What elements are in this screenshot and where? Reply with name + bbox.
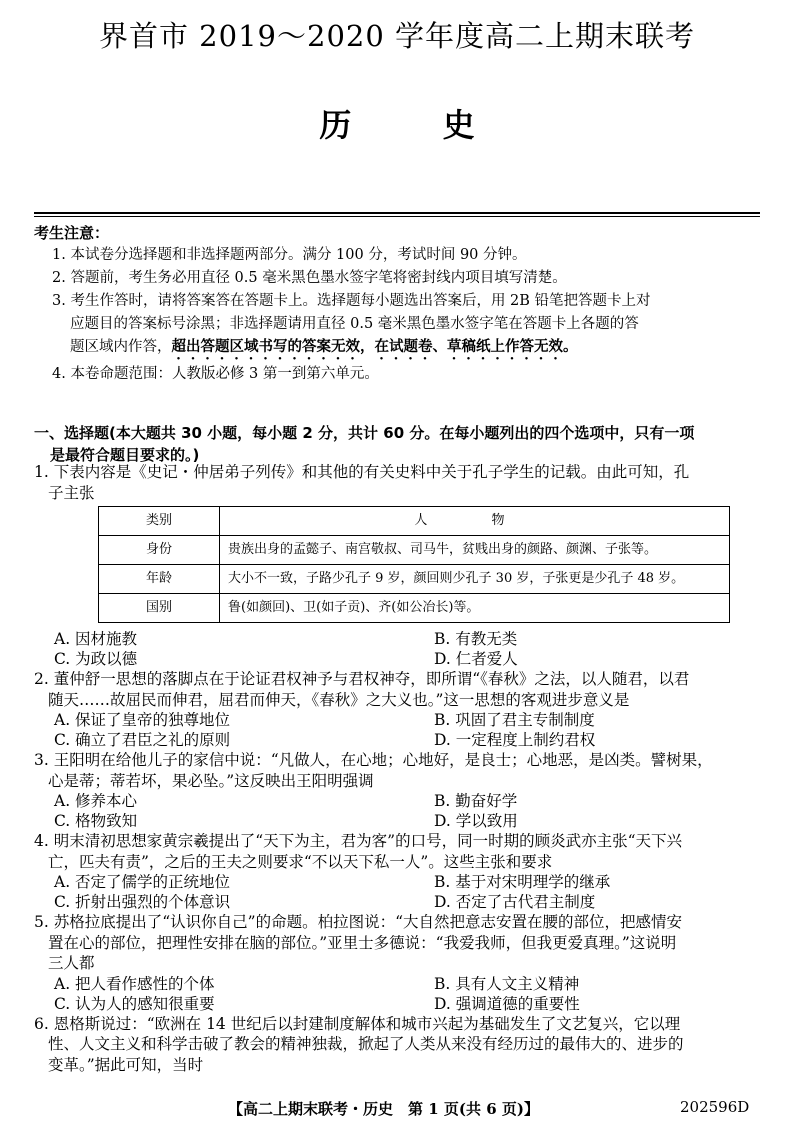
q3-stem-1: 3. 王阳明在给他儿子的家信中说：“凡做人，在心地；心地好，是良士；心地恶，是凶类。譬树果，	[34, 751, 713, 769]
notice-item-4: 4. 本卷命题范围：人教版必修 3 第一到第六单元。	[52, 366, 379, 382]
q3-option-c: C. 格物致知	[54, 812, 138, 830]
q2-option-b: B. 巩固了君主专制制度	[434, 711, 595, 729]
q1-options	[34, 629, 774, 669]
notice-block	[34, 222, 764, 386]
question-list	[34, 462, 774, 1075]
q4-stem-1: 4. 明末清初思想家黄宗羲提出了“天下为主，君为客”的口号，同一时期的顾炎武亦主张“天下兴	[34, 832, 682, 850]
section-heading	[34, 422, 774, 466]
section-line-2: 是最符合题目要求的。)	[50, 446, 200, 464]
q4-stem-2: 亡，匹夫有责”，之后的王夫之则要求“不以天下私一人”。这些主张和要求	[48, 852, 553, 871]
q1-table	[98, 506, 730, 623]
q5-options	[34, 974, 774, 1014]
notice-emphasis: 超出答题区域书写的答案无效，在试题卷、草稿纸上作答无效。	[171, 339, 578, 355]
q5-option-d: D. 强调道德的重要性	[434, 994, 580, 1013]
table-cell-key: 身份	[99, 536, 220, 565]
divider-thin	[34, 216, 760, 217]
q4-option-d: D. 否定了古代君主制度	[434, 893, 596, 911]
q5-stem-1: 5. 苏格拉底提出了“认识你自己”的命题。柏拉图说：“大自然把意志安置在腰的部位，把感情安	[34, 913, 682, 931]
table-head-left: 类别	[99, 507, 220, 536]
q5-option-b: B. 具有人文主义精神	[434, 974, 580, 993]
q2-stem-1: 2. 董仲舒一思想的落脚点在于论证君权神予与君权神夺，即所谓“《春秋》之法，以人随君，以君	[34, 670, 690, 688]
table-row	[99, 536, 730, 565]
q2-stem-2: 随天……故屈民而伸君，屈君而伸天，《春秋》之大义也。”这一思想的客观进步意义是	[48, 690, 630, 709]
subject-title: 历 史	[319, 106, 515, 144]
q6-stem-3: 变革。”据此可知，当时	[48, 1055, 204, 1074]
q3-option-b: B. 勤奋好学	[434, 792, 518, 810]
table-cell-value: 大小不一致，子路少孔子 9 岁，颜回则少孔子 30 岁，子张更是少孔子 48 岁。	[220, 565, 730, 594]
q5-stem-3: 三人都	[48, 954, 95, 972]
q2-option-a: A. 保证了皇帝的独尊地位	[54, 711, 231, 729]
q2-option-d: D. 一定程度上制约君权	[434, 731, 596, 749]
table-row	[99, 565, 730, 594]
q4-option-a: A. 否定了儒学的正统地位	[54, 873, 231, 891]
question-3	[34, 750, 774, 831]
table-cell-key: 年龄	[99, 565, 220, 594]
q1-option-b: B. 有教无类	[434, 630, 518, 648]
question-5	[34, 912, 774, 1014]
q2-options	[34, 710, 774, 750]
q2-option-c: C. 确立了君臣之礼的原则	[54, 731, 231, 749]
q5-stem-2: 置在心的部位，把理性安排在脑的部位。”亚里士多德说：“我爱我师，但我更爱真理。”这说明	[48, 933, 677, 952]
table-row	[99, 507, 730, 536]
question-4	[34, 831, 774, 912]
table-cell-value: 贵族出身的孟懿子、南宫敬叔、司马牛，贫贱出身的颜路、颜渊、子张等。	[220, 536, 730, 565]
q1-option-d: D. 仁者爱人	[434, 650, 518, 668]
footer-text: 【高二上期末联考・历史 第 1 页(共 6 页)】	[228, 1100, 539, 1118]
table-row	[99, 594, 730, 623]
notice-item-3-line3-a: 题区域内作答，	[70, 339, 172, 355]
table-cell-value: 鲁(如颜回)、卫(如子贡)、齐(如公冶长)等。	[220, 594, 730, 623]
q3-options	[34, 791, 774, 831]
exam-title: 界首市 2019～2020 学年度高二上期末联考	[98, 19, 696, 53]
q5-option-a: A. 把人看作感性的个体	[54, 974, 215, 993]
q1-option-a: A. 因材施教	[54, 630, 138, 648]
q6-stem-2: 性、人文主义和科学击破了教会的精神独裁，掀起了人类从来没有经历过的最伟大的、进步的	[48, 1035, 684, 1053]
notice-item-3-line2: 应题目的答案标号涂黑；非选择题请用直径 0.5 毫米黑色墨水签字笔在答题卡上各题的答	[70, 316, 639, 332]
q3-option-a: A. 修养本心	[54, 792, 138, 810]
section-line-1: 一、选择题(本大题共 30 小题，每小题 2 分，共计 60 分。在每小题列出的四个选项中，只有一项	[34, 424, 695, 442]
q6-stem-1: 6. 恩格斯说过：“欧洲在 14 世纪后以封建制度解体和城市兴起为基础发生了文艺复兴，它以理	[34, 1014, 681, 1033]
question-1	[34, 462, 774, 669]
notice-heading: 考生注意：	[34, 224, 110, 242]
notice-item-3: 3. 考生作答时，请将答案答在答题卡上。选择题每小题选出答案后，用 2B 铅笔把答题卡上对	[52, 293, 651, 309]
notice-item-1: 1. 本试卷分选择题和非选择题两部分。满分 100 分，考试时间 90 分钟。	[52, 247, 527, 263]
question-2	[34, 669, 774, 750]
question-6	[34, 1014, 774, 1076]
divider-thick	[34, 212, 760, 214]
q1-stem-1: 1. 下表内容是《史记・仲居弟子列传》和其他的有关史料中关于孔子学生的记载。由此可知，孔	[34, 463, 690, 481]
q1-stem-2: 子主张	[48, 483, 95, 502]
notice-item-3-line3	[34, 336, 764, 363]
q5-option-c: C. 认为人的感知很重要	[54, 994, 215, 1013]
footer-code: 202596D	[680, 1098, 750, 1116]
q4-options	[34, 872, 774, 912]
q3-option-d: D. 学以致用	[434, 812, 518, 830]
q4-option-b: B. 基于对宋明理学的继承	[434, 873, 611, 891]
table-head-right: 人 物	[220, 507, 730, 536]
notice-item-2: 2. 答题前，考生务必用直径 0.5 毫米黑色墨水签字笔将密封线内项目填写清楚。	[52, 270, 567, 286]
table-cell-key: 国别	[99, 594, 220, 623]
q4-option-c: C. 折射出强烈的个体意识	[54, 893, 231, 911]
q3-stem-2: 心是蒂；蒂若坏，果必坠。”这反映出王阳明强调	[48, 771, 374, 790]
q1-option-c: C. 为政以德	[54, 650, 138, 668]
